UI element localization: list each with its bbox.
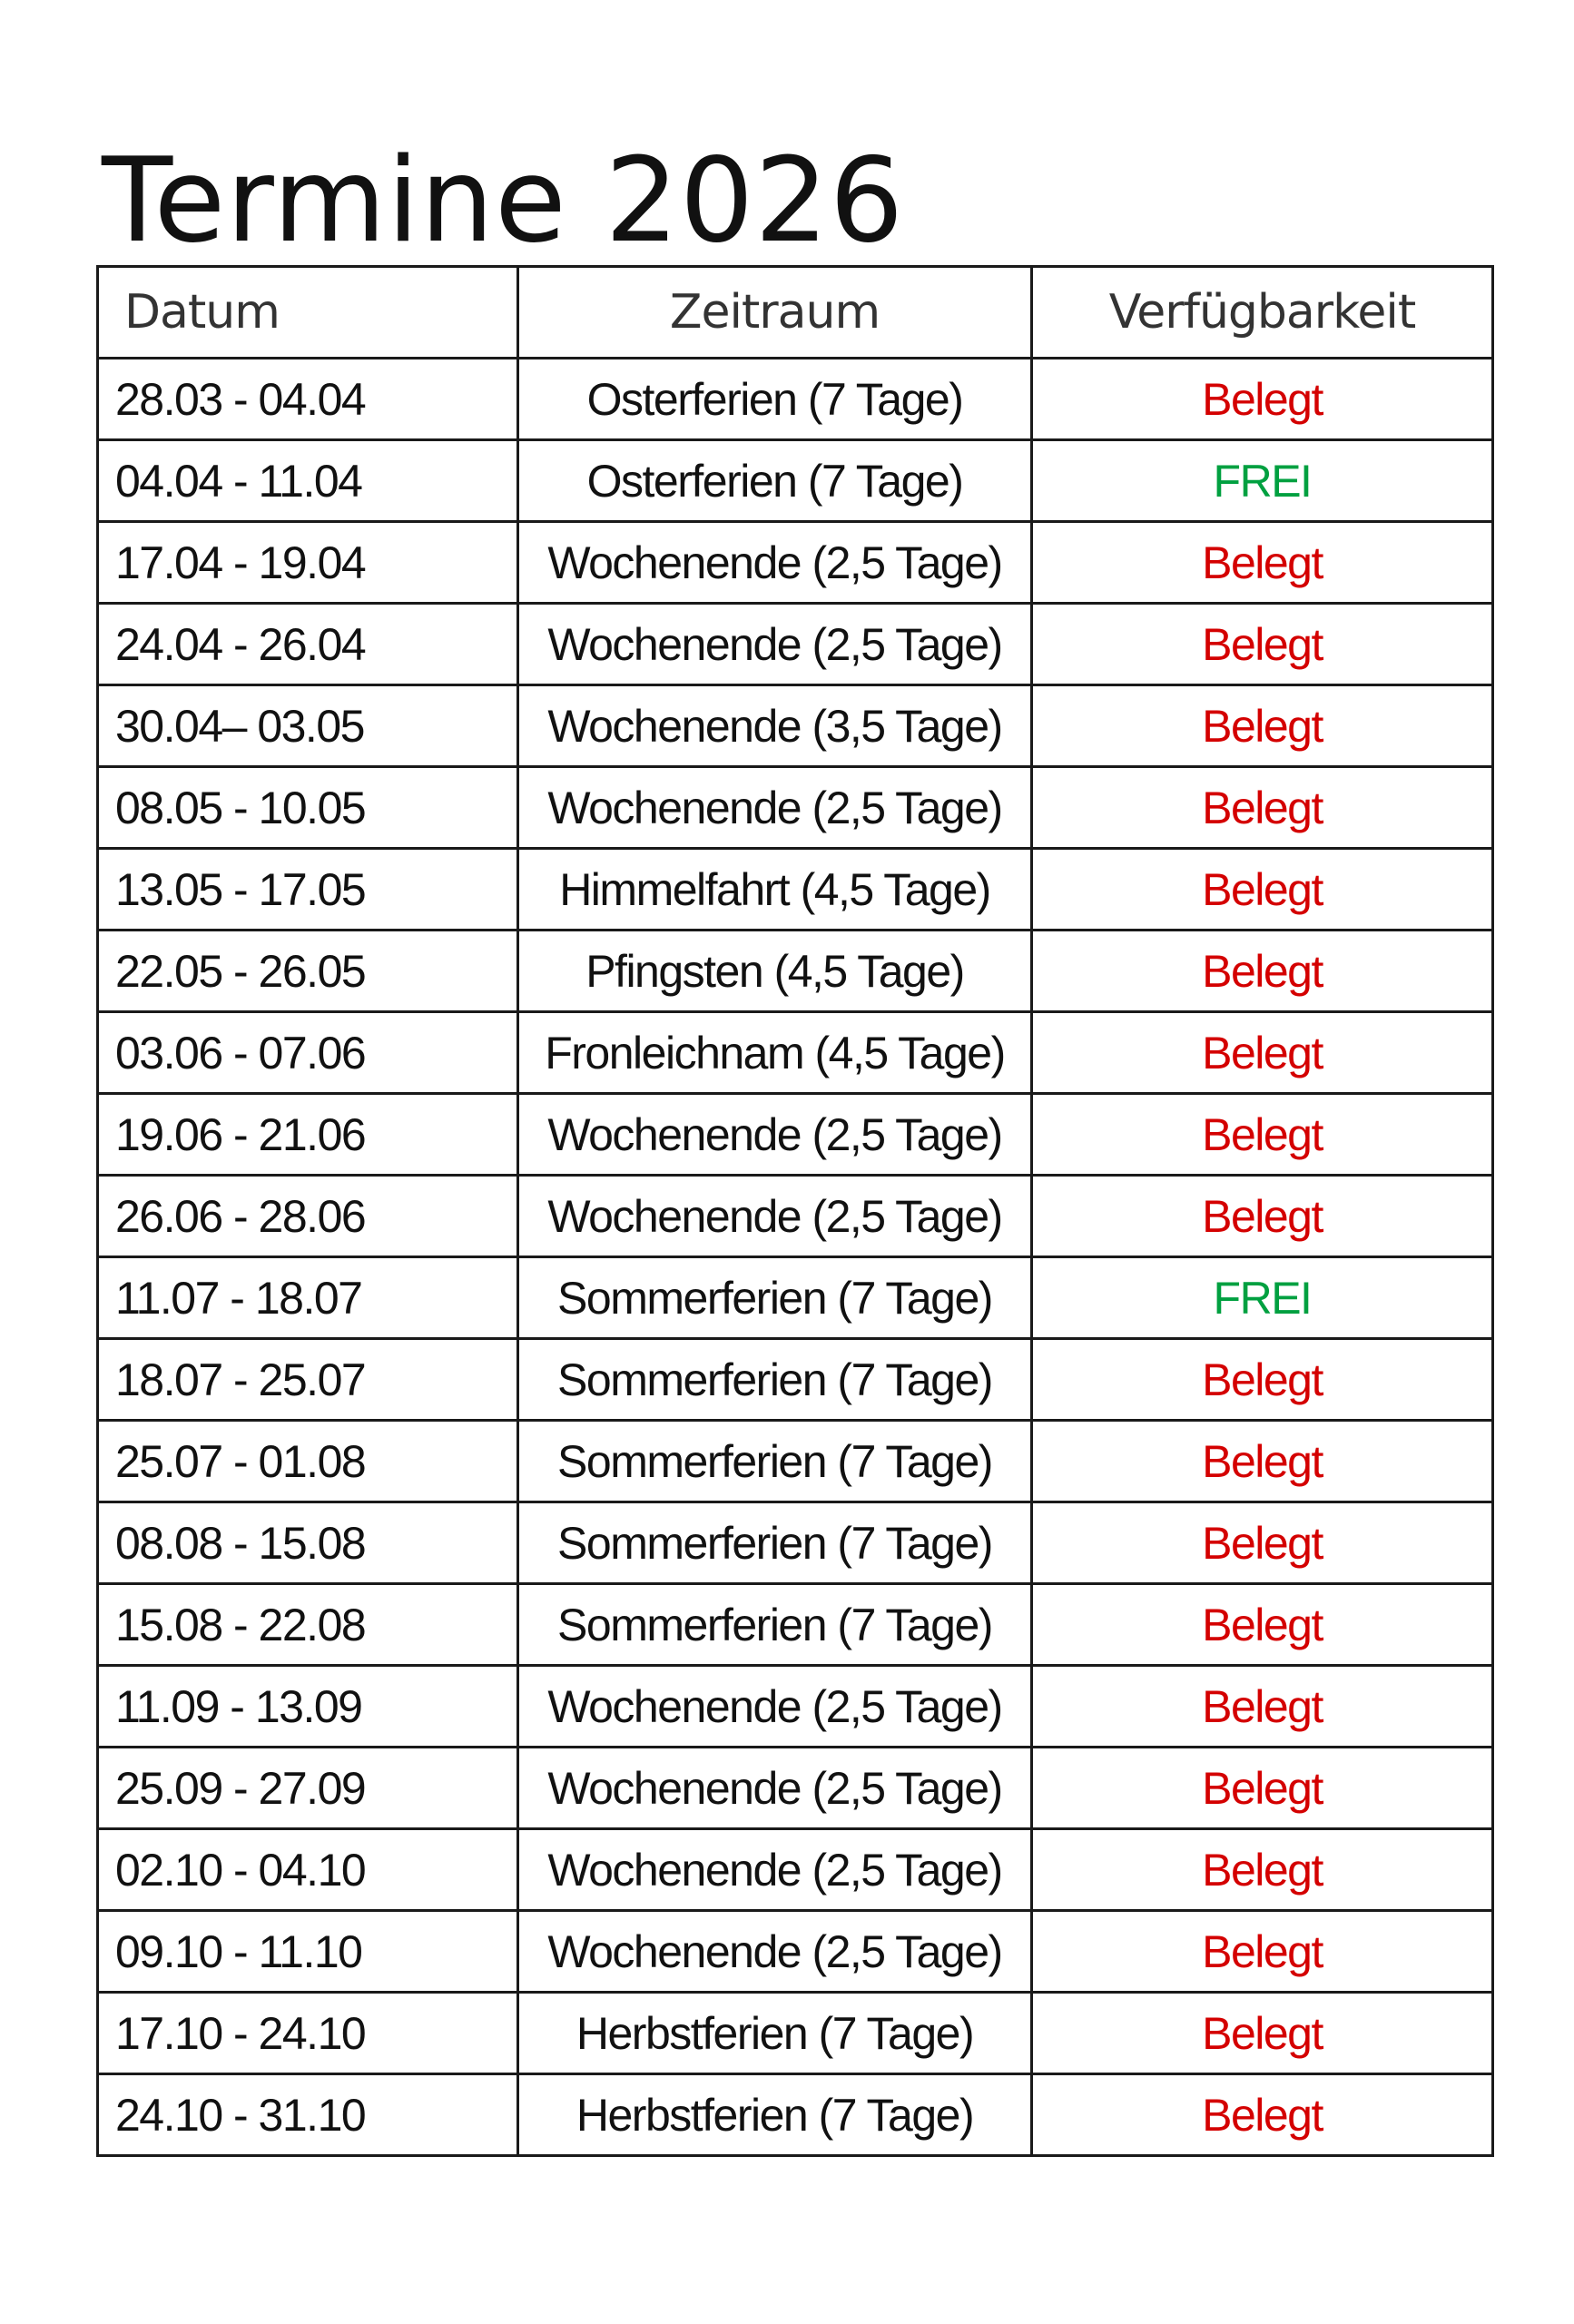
table-row: [98, 359, 1493, 440]
availability-status: Belegt: [1032, 1421, 1493, 1502]
date-cell: 09.10 - 11.10: [98, 1911, 518, 1993]
availability-status: Belegt: [1032, 685, 1493, 767]
date-cell: 19.06 - 21.06: [98, 1094, 518, 1176]
table-row: [98, 1829, 1493, 1911]
period-cell: Osterferien (7 Tage): [518, 359, 1032, 440]
availability-status: Belegt: [1032, 604, 1493, 685]
period-cell: Wochenende (2,5 Tage): [518, 522, 1032, 604]
availability-status: Belegt: [1032, 1993, 1493, 2074]
date-cell: 08.05 - 10.05: [98, 767, 518, 849]
date-cell: 18.07 - 25.07: [98, 1339, 518, 1421]
date-cell: 15.08 - 22.08: [98, 1584, 518, 1666]
date-cell: 11.09 - 13.09: [98, 1666, 518, 1748]
period-cell: Sommerferien (7 Tage): [518, 1339, 1032, 1421]
table-row: [98, 931, 1493, 1012]
period-cell: Sommerferien (7 Tage): [518, 1257, 1032, 1339]
period-cell: Sommerferien (7 Tage): [518, 1502, 1032, 1584]
period-cell: Wochenende (2,5 Tage): [518, 1666, 1032, 1748]
date-cell: 17.10 - 24.10: [98, 1993, 518, 2074]
availability-status: Belegt: [1032, 2074, 1493, 2156]
date-cell: 17.04 - 19.04: [98, 522, 518, 604]
availability-status: Belegt: [1032, 1094, 1493, 1176]
schedule-table: [96, 265, 1494, 2157]
period-cell: Wochenende (2,5 Tage): [518, 767, 1032, 849]
availability-status: Belegt: [1032, 767, 1493, 849]
table-row: [98, 1584, 1493, 1666]
availability-status: FREI: [1032, 1257, 1493, 1339]
table-row: [98, 522, 1493, 604]
date-cell: 08.08 - 15.08: [98, 1502, 518, 1584]
table-row: [98, 1748, 1493, 1829]
page-title: Termine 2026: [102, 133, 905, 269]
table-row: [98, 1094, 1493, 1176]
table-row: [98, 685, 1493, 767]
period-cell: Wochenende (2,5 Tage): [518, 1829, 1032, 1911]
period-cell: Wochenende (2,5 Tage): [518, 1176, 1032, 1257]
table-row: [98, 1176, 1493, 1257]
period-cell: Fronleichnam (4,5 Tage): [518, 1012, 1032, 1094]
header-row: [98, 267, 1493, 359]
date-cell: 25.07 - 01.08: [98, 1421, 518, 1502]
column-header-period: Zeitraum: [518, 267, 1032, 359]
period-cell: Sommerferien (7 Tage): [518, 1584, 1032, 1666]
date-cell: 30.04– 03.05: [98, 685, 518, 767]
table-row: [98, 849, 1493, 931]
period-cell: Osterferien (7 Tage): [518, 440, 1032, 522]
period-cell: Wochenende (2,5 Tage): [518, 1911, 1032, 1993]
table-row: [98, 1502, 1493, 1584]
period-cell: Pfingsten (4,5 Tage): [518, 931, 1032, 1012]
availability-status: Belegt: [1032, 1339, 1493, 1421]
availability-status: Belegt: [1032, 1502, 1493, 1584]
date-cell: 22.05 - 26.05: [98, 931, 518, 1012]
availability-status: Belegt: [1032, 1012, 1493, 1094]
date-cell: 11.07 - 18.07: [98, 1257, 518, 1339]
table-row: [98, 1339, 1493, 1421]
availability-status: Belegt: [1032, 849, 1493, 931]
date-cell: 04.04 - 11.04: [98, 440, 518, 522]
availability-status: Belegt: [1032, 931, 1493, 1012]
table-row: [98, 1257, 1493, 1339]
period-cell: Herbstferien (7 Tage): [518, 2074, 1032, 2156]
date-cell: 25.09 - 27.09: [98, 1748, 518, 1829]
date-cell: 24.10 - 31.10: [98, 2074, 518, 2156]
period-cell: Wochenende (2,5 Tage): [518, 604, 1032, 685]
date-cell: 26.06 - 28.06: [98, 1176, 518, 1257]
date-cell: 02.10 - 04.10: [98, 1829, 518, 1911]
column-header-availability: Verfügbarkeit: [1032, 267, 1493, 359]
table-row: [98, 1421, 1493, 1502]
date-cell: 24.04 - 26.04: [98, 604, 518, 685]
table-row: [98, 1012, 1493, 1094]
table-row: [98, 2074, 1493, 2156]
table-row: [98, 440, 1493, 522]
availability-status: Belegt: [1032, 359, 1493, 440]
date-cell: 13.05 - 17.05: [98, 849, 518, 931]
table-row: [98, 604, 1493, 685]
period-cell: Wochenende (3,5 Tage): [518, 685, 1032, 767]
availability-status: Belegt: [1032, 1666, 1493, 1748]
table-row: [98, 1666, 1493, 1748]
availability-status: Belegt: [1032, 1176, 1493, 1257]
period-cell: Herbstferien (7 Tage): [518, 1993, 1032, 2074]
availability-status: Belegt: [1032, 1911, 1493, 1993]
period-cell: Wochenende (2,5 Tage): [518, 1748, 1032, 1829]
availability-status: Belegt: [1032, 1748, 1493, 1829]
availability-status: FREI: [1032, 440, 1493, 522]
availability-status: Belegt: [1032, 1584, 1493, 1666]
period-cell: Wochenende (2,5 Tage): [518, 1094, 1032, 1176]
table-row: [98, 1911, 1493, 1993]
period-cell: Himmelfahrt (4,5 Tage): [518, 849, 1032, 931]
table-row: [98, 767, 1493, 849]
column-header-date: Datum: [98, 267, 518, 359]
period-cell: Sommerferien (7 Tage): [518, 1421, 1032, 1502]
table-row: [98, 1993, 1493, 2074]
availability-status: Belegt: [1032, 1829, 1493, 1911]
date-cell: 28.03 - 04.04: [98, 359, 518, 440]
date-cell: 03.06 - 07.06: [98, 1012, 518, 1094]
availability-status: Belegt: [1032, 522, 1493, 604]
